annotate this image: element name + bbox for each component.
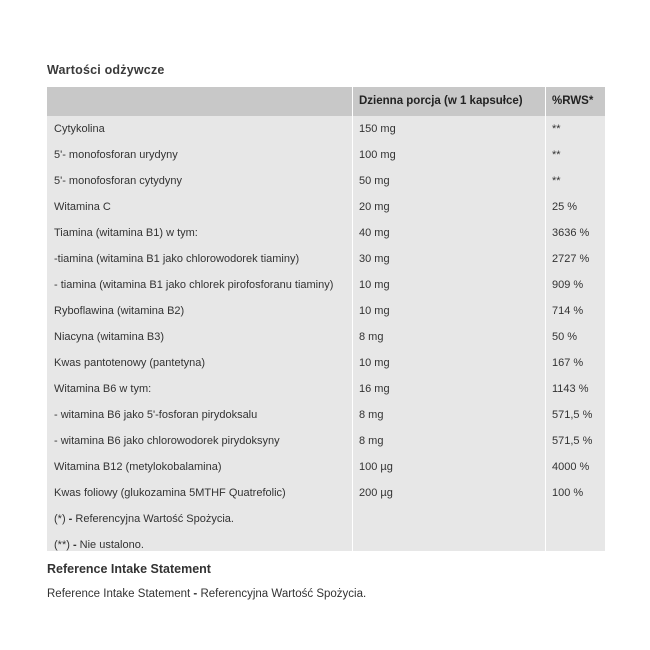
table-row — [47, 168, 605, 194]
rws-cell: ** — [552, 175, 561, 187]
footnote-text: Referencyjna Wartość Spożycia. — [75, 513, 234, 525]
ingredient-cell: Witamina B6 w tym: — [54, 383, 152, 395]
reference-definition: Referencyjna Wartość Spożycia. — [200, 588, 367, 600]
dose-cell: 30 mg — [359, 253, 390, 265]
ingredient-cell: Kwas foliowy (glukozamina 5MTHF Quatrefolic) — [54, 487, 286, 499]
ingredient-cell: 5'- monofosforan urydyny — [54, 149, 178, 161]
ingredient-cell: 5'- monofosforan cytydyny — [54, 175, 183, 187]
ingredient-cell: Witamina C — [54, 201, 111, 213]
rws-cell: 571,5 % — [552, 409, 593, 421]
ingredient-cell: Witamina B12 (metylokobalamina) — [54, 461, 222, 473]
rws-cell: 3636 % — [552, 227, 590, 239]
table-row — [47, 246, 605, 272]
ingredient-cell: - witamina B6 jako chlorowodorek pirydoksyny — [54, 435, 280, 447]
table-row — [47, 194, 605, 220]
table-row — [47, 272, 605, 298]
table-row — [47, 324, 605, 350]
table-row — [47, 220, 605, 246]
reference-term: Reference Intake Statement — [47, 588, 191, 600]
header-rws: %RWS* — [552, 95, 594, 107]
dose-cell: 10 mg — [359, 279, 390, 291]
dose-cell: 100 mg — [359, 149, 396, 161]
rws-cell: 1143 % — [552, 383, 589, 395]
table-row — [47, 480, 605, 506]
dose-cell: 20 mg — [359, 201, 390, 213]
footnote — [54, 506, 234, 532]
dose-cell: 40 mg — [359, 227, 390, 239]
footnote-separator: - — [65, 513, 76, 525]
reference-heading: Reference Intake Statement — [47, 562, 211, 576]
table-row — [47, 350, 605, 376]
footnote-row — [47, 506, 605, 532]
footnote — [54, 532, 144, 558]
ingredient-cell: -tiamina (witamina B1 jako chlorowodorek tiaminy) — [54, 253, 300, 265]
header-daily-dose: Dzienna porcja (w 1 kapsułce) — [359, 95, 523, 107]
rws-cell: 167 % — [552, 357, 584, 369]
dose-cell: 10 mg — [359, 357, 390, 369]
footnote-mark: (*) — [54, 513, 66, 525]
dose-cell: 200 µg — [359, 487, 393, 499]
rws-cell: 4000 % — [552, 461, 590, 473]
ingredient-cell: Tiamina (witamina B1) w tym: — [54, 227, 198, 239]
ingredient-cell: Niacyna (witamina B3) — [54, 331, 165, 343]
ingredient-cell: - witamina B6 jako 5'-fosforan pirydoksalu — [54, 409, 258, 421]
rws-cell: 100 % — [552, 487, 584, 499]
table-row — [47, 142, 605, 168]
dose-cell: 50 mg — [359, 175, 390, 187]
rws-cell: 50 % — [552, 331, 578, 343]
ingredient-cell: Kwas pantotenowy (pantetyna) — [54, 357, 206, 369]
dose-cell: 150 mg — [359, 123, 396, 135]
table-header — [47, 87, 605, 116]
rws-cell: 714 % — [552, 305, 584, 317]
dose-cell: 16 mg — [359, 383, 390, 395]
rws-cell: ** — [552, 123, 561, 135]
ingredient-cell: Ryboflawina (witamina B2) — [54, 305, 185, 317]
section-title: Wartości odżywcze — [47, 63, 165, 77]
rws-cell: 25 % — [552, 201, 578, 213]
dose-cell: 10 mg — [359, 305, 390, 317]
rws-cell: 2727 % — [552, 253, 590, 265]
table-row — [47, 402, 605, 428]
table-row — [47, 298, 605, 324]
table-row — [47, 376, 605, 402]
dose-cell: 100 µg — [359, 461, 393, 473]
dose-cell: 8 mg — [359, 331, 384, 343]
table-row — [47, 116, 605, 142]
dose-cell: 8 mg — [359, 435, 384, 447]
footnote-mark: (**) — [54, 539, 70, 551]
rws-cell: 909 % — [552, 279, 584, 291]
reference-separator: - — [190, 588, 201, 600]
footnote-text: Nie ustalono. — [79, 539, 144, 551]
dose-cell: 8 mg — [359, 409, 384, 421]
table-row — [47, 428, 605, 454]
footnote-row — [47, 532, 605, 558]
ingredient-cell: Cytykolina — [54, 123, 105, 135]
ingredient-cell: - tiamina (witamina B1 jako chlorek pirofosforanu tiaminy) — [54, 279, 334, 291]
reference-statement — [47, 588, 366, 600]
nutrition-table — [47, 87, 605, 551]
rws-cell: 571,5 % — [552, 435, 593, 447]
footnote-separator: - — [69, 539, 80, 551]
rws-cell: ** — [552, 149, 561, 161]
table-row — [47, 454, 605, 480]
